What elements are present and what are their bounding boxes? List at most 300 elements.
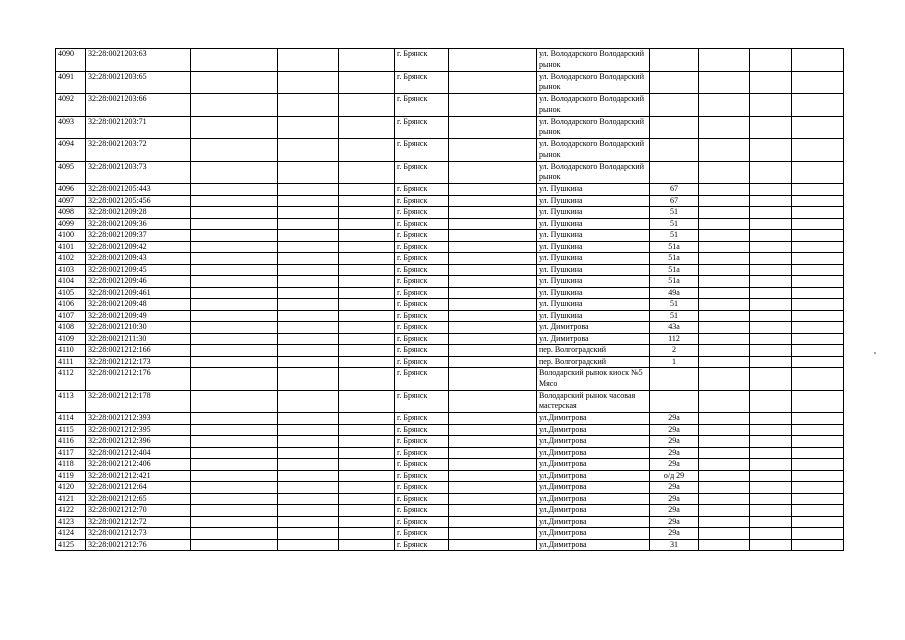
empty-cell	[699, 195, 750, 207]
table-row	[56, 539, 844, 551]
empty-cell	[449, 218, 537, 230]
empty-cell	[339, 470, 395, 482]
empty-cell	[792, 230, 844, 242]
street-cell: ул.Димитрова	[537, 436, 650, 448]
empty-cell	[792, 287, 844, 299]
empty-cell	[191, 230, 278, 242]
street-cell: ул. Пушкина	[537, 287, 650, 299]
empty-cell	[750, 94, 792, 117]
empty-cell	[191, 287, 278, 299]
house-number-cell: 67	[650, 195, 699, 207]
empty-cell	[339, 424, 395, 436]
empty-cell	[750, 116, 792, 139]
cadastral-number-cell: 32:28:0021212:393	[86, 413, 191, 425]
street-cell: ул. Пушкина	[537, 253, 650, 265]
house-number-cell: 29а	[650, 493, 699, 505]
empty-cell	[278, 161, 339, 184]
empty-cell	[792, 482, 844, 494]
empty-cell	[339, 218, 395, 230]
house-number-cell: 51	[650, 207, 699, 219]
street-cell: ул. Пушкина	[537, 218, 650, 230]
empty-cell	[278, 368, 339, 391]
house-number-cell: 1	[650, 356, 699, 368]
empty-cell	[339, 253, 395, 265]
empty-cell	[449, 230, 537, 242]
table-row	[56, 264, 844, 276]
cadastral-number-cell: 32:28:0021210:30	[86, 322, 191, 334]
empty-cell	[191, 195, 278, 207]
street-cell: Володарский рынок киоск №5 Мясо	[537, 368, 650, 391]
empty-cell	[449, 493, 537, 505]
table-row	[56, 299, 844, 311]
house-number-cell	[650, 116, 699, 139]
empty-cell	[339, 241, 395, 253]
row-number-cell: 4114	[56, 413, 86, 425]
empty-cell	[449, 310, 537, 322]
empty-cell	[339, 390, 395, 413]
cadastral-number-cell: 32:28:0021212:65	[86, 493, 191, 505]
empty-cell	[339, 345, 395, 357]
empty-cell	[699, 310, 750, 322]
empty-cell	[449, 505, 537, 517]
empty-cell	[191, 447, 278, 459]
empty-cell	[278, 470, 339, 482]
house-number-cell: 29а	[650, 528, 699, 540]
table-row	[56, 447, 844, 459]
empty-cell	[278, 195, 339, 207]
empty-cell	[750, 436, 792, 448]
table-row	[56, 345, 844, 357]
empty-cell	[278, 390, 339, 413]
empty-cell	[339, 493, 395, 505]
street-cell: ул. Пушкина	[537, 241, 650, 253]
city-cell: г. Брянск	[395, 195, 449, 207]
empty-cell	[699, 276, 750, 288]
empty-cell	[792, 195, 844, 207]
empty-cell	[699, 459, 750, 471]
empty-cell	[750, 345, 792, 357]
empty-cell	[699, 184, 750, 196]
empty-cell	[750, 482, 792, 494]
empty-cell	[792, 528, 844, 540]
empty-cell	[699, 287, 750, 299]
empty-cell	[339, 184, 395, 196]
empty-cell	[191, 459, 278, 471]
empty-cell	[792, 116, 844, 139]
empty-cell	[792, 310, 844, 322]
empty-cell	[449, 184, 537, 196]
row-number-cell: 4090	[56, 49, 86, 72]
city-cell: г. Брянск	[395, 436, 449, 448]
row-number-cell: 4108	[56, 322, 86, 334]
empty-cell	[191, 333, 278, 345]
empty-cell	[699, 207, 750, 219]
empty-cell	[699, 539, 750, 551]
row-number-cell: 4103	[56, 264, 86, 276]
empty-cell	[699, 253, 750, 265]
cadastral-number-cell: 32:28:0021203:63	[86, 49, 191, 72]
empty-cell	[278, 413, 339, 425]
empty-cell	[191, 505, 278, 517]
table-row	[56, 322, 844, 334]
table-row	[56, 356, 844, 368]
city-cell: г. Брянск	[395, 161, 449, 184]
empty-cell	[278, 94, 339, 117]
row-number-cell: 4117	[56, 447, 86, 459]
cadastral-number-cell: 32:28:0021212:421	[86, 470, 191, 482]
empty-cell	[191, 184, 278, 196]
empty-cell	[699, 264, 750, 276]
table-row	[56, 368, 844, 391]
row-number-cell: 4122	[56, 505, 86, 517]
empty-cell	[339, 333, 395, 345]
table-row	[56, 436, 844, 448]
city-cell: г. Брянск	[395, 322, 449, 334]
empty-cell	[792, 276, 844, 288]
empty-cell	[191, 253, 278, 265]
street-cell: ул.Димитрова	[537, 470, 650, 482]
house-number-cell	[650, 71, 699, 94]
street-cell: ул.Димитрова	[537, 447, 650, 459]
empty-cell	[792, 161, 844, 184]
cadastral-number-cell: 32:28:0021203:71	[86, 116, 191, 139]
empty-cell	[339, 447, 395, 459]
empty-cell	[449, 482, 537, 494]
empty-cell	[449, 516, 537, 528]
empty-cell	[449, 253, 537, 265]
empty-cell	[792, 516, 844, 528]
empty-cell	[339, 356, 395, 368]
empty-cell	[750, 299, 792, 311]
street-cell: ул. Пушкина	[537, 230, 650, 242]
empty-cell	[792, 345, 844, 357]
empty-cell	[449, 424, 537, 436]
house-number-cell: 51	[650, 310, 699, 322]
empty-cell	[449, 368, 537, 391]
empty-cell	[449, 116, 537, 139]
empty-cell	[449, 447, 537, 459]
empty-cell	[449, 390, 537, 413]
empty-cell	[792, 390, 844, 413]
empty-cell	[278, 424, 339, 436]
table-row	[56, 493, 844, 505]
cadastral-number-cell: 32:28:0021209:49	[86, 310, 191, 322]
empty-cell	[449, 345, 537, 357]
street-cell: ул.Димитрова	[537, 459, 650, 471]
empty-cell	[278, 447, 339, 459]
empty-cell	[699, 161, 750, 184]
street-cell: ул.Димитрова	[537, 505, 650, 517]
house-number-cell	[650, 390, 699, 413]
table-row	[56, 116, 844, 139]
empty-cell	[278, 333, 339, 345]
cadastral-number-cell: 32:28:0021212:73	[86, 528, 191, 540]
empty-cell	[449, 207, 537, 219]
street-cell: ул. Володарского Володарский рынок	[537, 49, 650, 72]
house-number-cell: 51а	[650, 253, 699, 265]
city-cell: г. Брянск	[395, 264, 449, 276]
row-number-cell: 4124	[56, 528, 86, 540]
city-cell: г. Брянск	[395, 71, 449, 94]
empty-cell	[750, 413, 792, 425]
street-cell: ул. Пушкина	[537, 195, 650, 207]
city-cell: г. Брянск	[395, 333, 449, 345]
empty-cell	[278, 356, 339, 368]
empty-cell	[750, 264, 792, 276]
table-row	[56, 424, 844, 436]
cadastral-number-cell: 32:28:0021212:404	[86, 447, 191, 459]
street-cell: пер. Волгоградский	[537, 345, 650, 357]
empty-cell	[792, 436, 844, 448]
street-cell: ул.Димитрова	[537, 482, 650, 494]
empty-cell	[449, 276, 537, 288]
table-row	[56, 470, 844, 482]
row-number-cell: 4125	[56, 539, 86, 551]
city-cell: г. Брянск	[395, 230, 449, 242]
empty-cell	[699, 505, 750, 517]
house-number-cell: 29а	[650, 424, 699, 436]
empty-cell	[339, 436, 395, 448]
empty-cell	[191, 94, 278, 117]
empty-cell	[449, 287, 537, 299]
empty-cell	[339, 322, 395, 334]
empty-cell	[750, 71, 792, 94]
row-number-cell: 4099	[56, 218, 86, 230]
empty-cell	[699, 49, 750, 72]
empty-cell	[191, 310, 278, 322]
empty-cell	[792, 333, 844, 345]
street-cell: ул. Пушкина	[537, 299, 650, 311]
empty-cell	[191, 116, 278, 139]
empty-cell	[750, 276, 792, 288]
street-cell: ул. Володарского Володарский рынок	[537, 116, 650, 139]
row-number-cell: 4095	[56, 161, 86, 184]
city-cell: г. Брянск	[395, 368, 449, 391]
empty-cell	[699, 413, 750, 425]
table-row	[56, 218, 844, 230]
empty-cell	[191, 390, 278, 413]
empty-cell	[750, 459, 792, 471]
empty-cell	[191, 424, 278, 436]
empty-cell	[750, 207, 792, 219]
empty-cell	[449, 161, 537, 184]
street-cell: ул. Володарского Володарский рынок	[537, 94, 650, 117]
empty-cell	[750, 493, 792, 505]
street-cell: ул. Пушкина	[537, 264, 650, 276]
cadastral-number-cell: 32:28:0021209:45	[86, 264, 191, 276]
empty-cell	[449, 322, 537, 334]
empty-cell	[191, 470, 278, 482]
empty-cell	[699, 436, 750, 448]
row-number-cell: 4100	[56, 230, 86, 242]
house-number-cell: 2	[650, 345, 699, 357]
empty-cell	[792, 356, 844, 368]
row-number-cell: 4093	[56, 116, 86, 139]
empty-cell	[339, 539, 395, 551]
empty-cell	[699, 424, 750, 436]
empty-cell	[699, 322, 750, 334]
row-number-cell: 4091	[56, 71, 86, 94]
empty-cell	[699, 356, 750, 368]
empty-cell	[750, 241, 792, 253]
empty-cell	[278, 49, 339, 72]
row-number-cell: 4096	[56, 184, 86, 196]
row-number-cell: 4118	[56, 459, 86, 471]
cadastral-number-cell: 32:28:0021212:166	[86, 345, 191, 357]
cadastral-number-cell: 32:28:0021212:176	[86, 368, 191, 391]
cadastral-number-cell: 32:28:0021212:64	[86, 482, 191, 494]
cadastral-number-cell: 32:28:0021211:30	[86, 333, 191, 345]
empty-cell	[449, 413, 537, 425]
house-number-cell: 29а	[650, 447, 699, 459]
empty-cell	[191, 345, 278, 357]
empty-cell	[750, 539, 792, 551]
empty-cell	[278, 71, 339, 94]
empty-cell	[699, 116, 750, 139]
table-row	[56, 287, 844, 299]
house-number-cell: 51	[650, 299, 699, 311]
empty-cell	[449, 436, 537, 448]
table-row	[56, 184, 844, 196]
cadastral-number-cell: 32:28:0021209:37	[86, 230, 191, 242]
empty-cell	[278, 459, 339, 471]
street-cell: Володарский рынок часовая мастерская	[537, 390, 650, 413]
empty-cell	[339, 207, 395, 219]
cadastral-number-cell: 32:28:0021209:48	[86, 299, 191, 311]
empty-cell	[339, 276, 395, 288]
cadastral-number-cell: 32:28:0021212:395	[86, 424, 191, 436]
empty-cell	[339, 161, 395, 184]
empty-cell	[750, 470, 792, 482]
empty-cell	[191, 299, 278, 311]
table-row	[56, 161, 844, 184]
empty-cell	[278, 184, 339, 196]
house-number-cell: 51а	[650, 276, 699, 288]
empty-cell	[699, 345, 750, 357]
empty-cell	[339, 116, 395, 139]
city-cell: г. Брянск	[395, 516, 449, 528]
house-number-cell: 43а	[650, 322, 699, 334]
empty-cell	[278, 287, 339, 299]
empty-cell	[339, 230, 395, 242]
table-row	[56, 230, 844, 242]
empty-cell	[449, 356, 537, 368]
cadastral-number-cell: 32:28:0021212:396	[86, 436, 191, 448]
empty-cell	[750, 139, 792, 162]
city-cell: г. Брянск	[395, 505, 449, 517]
row-number-cell: 4110	[56, 345, 86, 357]
empty-cell	[750, 310, 792, 322]
empty-cell	[278, 264, 339, 276]
empty-cell	[449, 94, 537, 117]
empty-cell	[792, 470, 844, 482]
table-row	[56, 94, 844, 117]
house-number-cell: 51а	[650, 241, 699, 253]
row-number-cell: 4116	[56, 436, 86, 448]
empty-cell	[339, 94, 395, 117]
street-cell: ул. Димитрова	[537, 322, 650, 334]
row-number-cell: 4119	[56, 470, 86, 482]
table-row	[56, 139, 844, 162]
table-row	[56, 459, 844, 471]
row-number-cell: 4109	[56, 333, 86, 345]
empty-cell	[339, 516, 395, 528]
street-cell: ул.Димитрова	[537, 539, 650, 551]
empty-cell	[191, 413, 278, 425]
empty-cell	[699, 390, 750, 413]
street-cell: ул.Димитрова	[537, 493, 650, 505]
city-cell: г. Брянск	[395, 287, 449, 299]
empty-cell	[699, 493, 750, 505]
empty-cell	[191, 276, 278, 288]
house-number-cell: 31	[650, 539, 699, 551]
house-number-cell	[650, 368, 699, 391]
cadastral-number-cell: 32:28:0021209:43	[86, 253, 191, 265]
street-cell: ул. Володарского Володарский рынок	[537, 161, 650, 184]
empty-cell	[191, 436, 278, 448]
empty-cell	[191, 493, 278, 505]
empty-cell	[792, 299, 844, 311]
empty-cell	[750, 230, 792, 242]
empty-cell	[278, 241, 339, 253]
row-number-cell: 4106	[56, 299, 86, 311]
row-number-cell: 4111	[56, 356, 86, 368]
cadastral-number-cell: 32:28:0021203:66	[86, 94, 191, 117]
empty-cell	[792, 424, 844, 436]
empty-cell	[339, 413, 395, 425]
empty-cell	[699, 528, 750, 540]
empty-cell	[699, 368, 750, 391]
row-number-cell: 4113	[56, 390, 86, 413]
empty-cell	[191, 161, 278, 184]
empty-cell	[278, 345, 339, 357]
empty-cell	[278, 310, 339, 322]
empty-cell	[449, 264, 537, 276]
street-cell: ул. Пушкина	[537, 310, 650, 322]
empty-cell	[339, 310, 395, 322]
house-number-cell	[650, 49, 699, 72]
empty-cell	[699, 470, 750, 482]
table-row	[56, 49, 844, 72]
table-row	[56, 195, 844, 207]
row-number-cell: 4097	[56, 195, 86, 207]
cadastral-number-cell: 32:28:0021212:76	[86, 539, 191, 551]
empty-cell	[792, 241, 844, 253]
empty-cell	[792, 94, 844, 117]
city-cell: г. Брянск	[395, 493, 449, 505]
empty-cell	[339, 287, 395, 299]
empty-cell	[792, 184, 844, 196]
empty-cell	[699, 94, 750, 117]
empty-cell	[449, 299, 537, 311]
row-number-cell: 4107	[56, 310, 86, 322]
empty-cell	[278, 207, 339, 219]
empty-cell	[278, 139, 339, 162]
city-cell: г. Брянск	[395, 539, 449, 551]
house-number-cell: 29а	[650, 436, 699, 448]
table-row	[56, 413, 844, 425]
registry-table	[55, 48, 844, 551]
cadastral-number-cell: 32:28:0021203:65	[86, 71, 191, 94]
cadastral-number-cell: 32:28:0021209:28	[86, 207, 191, 219]
city-cell: г. Брянск	[395, 345, 449, 357]
cadastral-number-cell: 32:28:0021212:178	[86, 390, 191, 413]
empty-cell	[792, 447, 844, 459]
empty-cell	[750, 253, 792, 265]
empty-cell	[792, 218, 844, 230]
empty-cell	[191, 218, 278, 230]
city-cell: г. Брянск	[395, 447, 449, 459]
